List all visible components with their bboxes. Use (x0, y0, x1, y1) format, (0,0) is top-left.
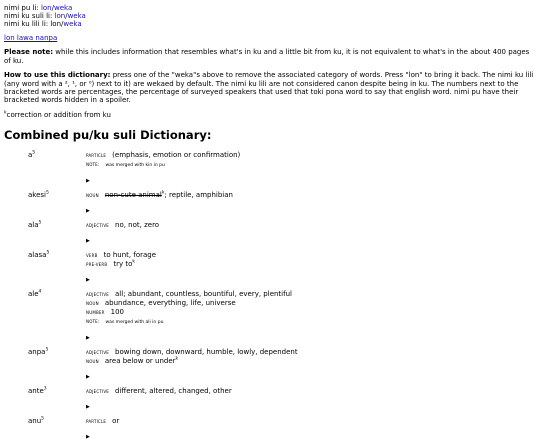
entry-definition: ADJECTIVE all; abundant, countless, bountiful, every, plentiful (86, 289, 292, 298)
dictionary-entry (4, 251, 536, 284)
dictionary-entry (4, 191, 536, 215)
spoiler-toggle-icon[interactable]: ▶ (86, 373, 90, 380)
entry-word: akesi$^5$ (28, 190, 49, 199)
part-of-speech: ADJECTIVE (86, 388, 110, 394)
entry-definition: ADJECTIVE different, altered, changed, other (86, 386, 232, 395)
entry-word: ale$^4$ (28, 289, 42, 298)
entry-definition: NOUN non-cute animal$^k$; reptile, amphibian (86, 190, 233, 199)
weka-link[interactable]: weka (63, 20, 82, 28)
entry-word: anu$^5$ (28, 416, 45, 425)
entry-definition: NOTE: was merged with kin in pu (86, 161, 165, 168)
dictionary-entry (4, 387, 536, 411)
spoiler-toggle-icon[interactable]: ▶ (86, 433, 90, 440)
entry-definition: PARTICLE (emphasis, emotion or confirmation) (86, 150, 241, 159)
spoiler-toggle-icon[interactable]: ▶ (86, 177, 90, 184)
toggle-label: nimi ku suli li: (4, 12, 55, 20)
toggle-label: nimi pu li: (4, 4, 41, 12)
entry-definition: PRE-VERB try $to^k$ (86, 259, 135, 268)
lon-link[interactable]: lon (54, 12, 66, 20)
lon-link[interactable]: lon (40, 4, 52, 12)
entry-definition: NOUN abundance, everything, life, universe (86, 298, 236, 307)
entry-definition: ADJECTIVE bowing down, downward, humble, lowly, dependent (86, 347, 298, 356)
entry-definition: NUMBER 100 (86, 307, 124, 316)
entry-word: $a^5$ (28, 150, 36, 159)
category-toggles (4, 4, 536, 28)
entry-word: ante$^3$ (28, 386, 47, 395)
part-of-speech: VERB (86, 252, 98, 258)
spoiler-toggle-icon[interactable]: ▶ (86, 334, 90, 341)
note-paragraph: Please note: while this includes information that resembles what's in ku and a little bit from ku, it is not equivalent to what's in the about 400 pages of ku. (4, 48, 530, 65)
entry-definition: ADJECTIVE no, not, zero (86, 220, 160, 229)
toggle-nimi-ku-suli: nimi ku suli li: lon/weka (4, 12, 86, 20)
weka-link[interactable]: weka (53, 4, 73, 12)
spoiler-toggle-icon[interactable]: ▶ (86, 207, 90, 214)
entry-definition: NOUN area below or under$^k$ (86, 356, 179, 365)
entry-list (4, 151, 536, 441)
part-of-speech: ADJECTIVE (86, 222, 110, 228)
toggle-label: nimi ku lili li: (4, 20, 51, 28)
part-of-speech: ADJECTIVE (86, 291, 110, 297)
entry-definition: VERB to hunt, forage (86, 250, 157, 259)
part-of-speech: PARTICLE (86, 152, 107, 158)
part-of-speech: ADJECTIVE (86, 349, 110, 355)
entry-definition: NOTE: was merged with ali in pu (86, 318, 164, 325)
entry-word: anpa$^5$ (28, 347, 49, 356)
part-of-speech: NOUN (86, 358, 99, 364)
entry-word: ala$^5$ (28, 220, 42, 229)
spoiler-toggle-icon[interactable]: ▶ (86, 403, 90, 410)
dictionary-entry (4, 290, 536, 342)
toggle-nimi-ku-lili: nimi ku lili li: lon/weka (4, 20, 82, 28)
part-of-speech: NOTE: (86, 161, 100, 167)
how-to-paragraph: How to use this dictionary: press one of the "weka"s above to remove the associated category of words. Press "lon" to bring it back. The nimi ku lili (any word with a ², ¹, or ⁰) next to it) are wekaed by default. The nimi ku lili are not considered canon despite being in ku. The numbers next to the bracketed words are percentages, the percentage of surveyed speakers that used that toki pona word to say that english word. nimi pu have their bracketed words hidden in a spoiler. (4, 71, 534, 105)
dictionary-entry (4, 417, 536, 441)
lon-lawa-nanpa-link[interactable]: lon lawa nanpa (4, 34, 58, 42)
spoiler-toggle-icon[interactable]: ▶ (86, 276, 90, 283)
part-of-speech: NOUN (86, 300, 99, 306)
part-of-speech: NOUN (86, 192, 99, 198)
dictionary-entry (4, 348, 536, 381)
entry-word: alasa$^5$ (28, 250, 50, 259)
dictionary-heading: Combined pu/ku suli Dictionary: (4, 128, 212, 143)
part-of-speech: PRE-VERB (86, 261, 108, 267)
toggle-nimi-pu: nimi pu li: lon/weka (4, 4, 73, 12)
spoiler-toggle-icon[interactable]: ▶ (86, 237, 90, 244)
part-of-speech: NUMBER (86, 309, 105, 315)
weka-link[interactable]: weka (67, 12, 86, 20)
dictionary-entry (4, 221, 536, 245)
lon-text: lon (50, 20, 62, 28)
entry-definition: PARTICLE or (86, 416, 120, 425)
footnote: $^k$correction or addition from ku (4, 110, 111, 119)
dictionary-entry (4, 151, 536, 185)
part-of-speech: PARTICLE (86, 418, 107, 424)
part-of-speech: NOTE: (86, 318, 100, 324)
